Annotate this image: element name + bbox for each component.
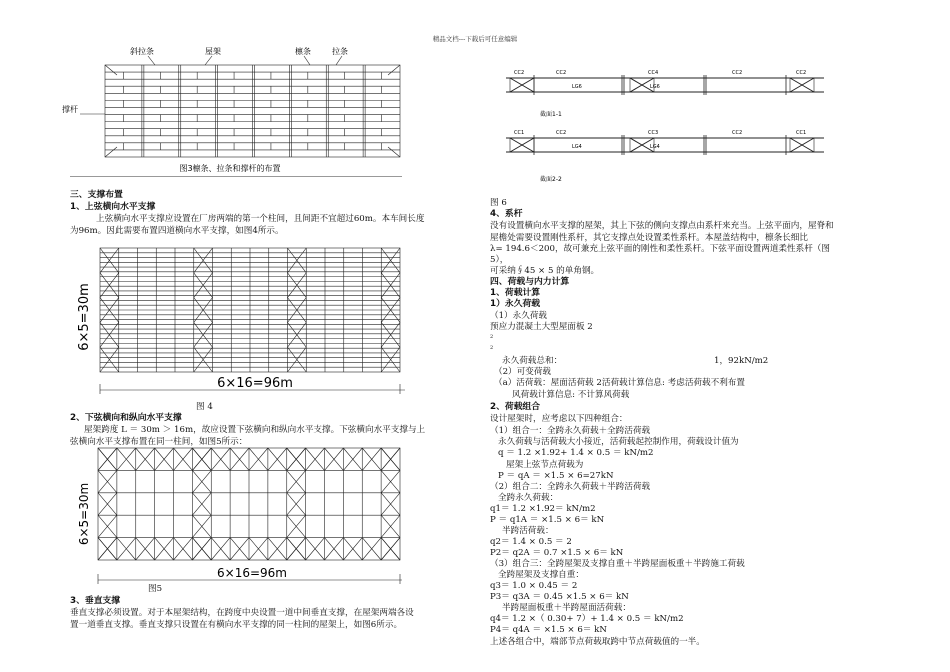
- line-permanent-4: 2: [490, 345, 494, 351]
- fig4-caption: 图 4: [196, 402, 213, 412]
- fig5-caption: 图5: [148, 584, 163, 594]
- para-vertical-2: 置一道垂直支撑。垂直支撑只设置在有横向水平支撑的同一柱间的屋架上，如图6所示。: [70, 620, 403, 630]
- para-lower-chord-2: 弦横向水平支撑布置在同一柱间，如图5所示：: [70, 437, 248, 447]
- label-diagonal-tie: 斜拉条: [130, 47, 154, 56]
- line-combo-2-q1: q1＝ 1.2 ×1.92＝ kN/m2: [490, 504, 596, 514]
- section-mid-tag: LG4: [572, 144, 582, 150]
- subheading-load-combinations: 2、荷载组合: [490, 402, 541, 412]
- section-member-tag: CC2: [556, 70, 567, 76]
- section-member-tag: CC1: [796, 130, 807, 136]
- fig3-diagonal-tie: [105, 147, 117, 157]
- fig6-label-section-2: 截面2-2: [540, 176, 562, 183]
- fig6-section-2: [506, 130, 824, 155]
- line-live-load: （a）活荷载：屋面活荷载 2活荷载计算信息: 考虑活荷载不利布置: [494, 378, 745, 388]
- para-upper-chord-1: 上弦横向水平支撑应设置在厂房两端的第一个柱间，且间距不宜超过60m。本车间长度: [96, 214, 425, 224]
- fig5-dim-vertical: 6×5=30m: [77, 482, 91, 546]
- para-ties-5: 可采纳∮45 × 5 的单角钢。: [490, 266, 600, 276]
- line-combo-3-P3: P3＝ q3A ＝ 0.45 ×1.5 × 6＝ kN: [490, 592, 629, 602]
- section-member-tag: CC4: [648, 70, 659, 76]
- subheading-vertical-bracing: 3、垂直支撑: [70, 596, 121, 606]
- line-combo-2-P1: P ＝ q1A ＝ ×1.5 × 6＝ kN: [490, 515, 605, 525]
- line-combo-3: （3）组合三：全跨屋架及支撑自重＋半跨屋面板重＋半跨施工荷载: [490, 559, 745, 569]
- line-combo-note: 上述各组合中，端部节点荷载取跨中节点荷载值的一半。: [490, 637, 705, 647]
- line-combo-1-q: q ＝ 1.2 ×1.92+ 1.4 × 0.5 ＝ kN/m2: [498, 448, 654, 458]
- section-member-tag: CC2: [732, 70, 743, 76]
- section-member-tag: CC2: [796, 70, 807, 76]
- figure-5-lower-chord-bracing: [77, 446, 405, 584]
- line-combo-2-q2: q2＝ 1.4 × 0.5 ＝ 2: [490, 537, 572, 547]
- section-member-tag: CC3: [648, 130, 659, 136]
- line-combo-1-node: 屋架上弦节点荷载为: [506, 460, 584, 470]
- line-combo-3-half: 半跨屋面板重＋半跨屋面活荷载：: [502, 603, 631, 613]
- figure-6-vertical-bracing: [500, 68, 830, 190]
- fig3-diagonal-tie: [105, 65, 117, 75]
- page-header: 精品文档---下载后可任意编辑: [432, 35, 518, 43]
- line-combo-1: （1）组合一：全跨永久荷载＋全跨活荷载: [490, 426, 651, 436]
- para-ties-3: λ= 194.6＜200，故可兼充上弦平面的刚性和柔性系杆。下弦平面设置两道柔性系杆（图: [490, 244, 830, 254]
- line-combo-2: （2）组合二：全跨永久荷载＋半跨活荷载: [490, 482, 651, 492]
- line-combo-intro: 设计屋架时，应考虑以下四种组合：: [490, 414, 628, 424]
- label-tie-rod: 拉条: [332, 47, 348, 56]
- line-variable-load: （2）可变荷载: [494, 367, 552, 377]
- subheading-upper-chord: 1、上弦横向水平支撑: [70, 202, 156, 212]
- subheading-load-calc: 1、荷载计算: [490, 288, 541, 298]
- fig4-dim-horizontal: 6×16=96m: [217, 376, 293, 391]
- para-vertical-1: 垂直支撑必须设置。对于本屋架结构，在跨度中央设置一道中间垂直支撑，在屋架两端各设: [70, 608, 414, 618]
- line-combo-1-P: P ＝ qA ＝ ×1.5 × 6=27kN: [498, 471, 614, 481]
- line-permanent-2: 预应力混凝土大型屋面板 2: [490, 322, 593, 332]
- figure-3-purlin-layout: [60, 45, 405, 177]
- fig5-bracing-grid: [98, 448, 400, 560]
- figure-4-upper-chord-bracing: [77, 242, 405, 407]
- line-combo-3-q4: q4＝ 1.2 ×（ 0.30+ 7）+ 1.4 × 0.5 ＝ kN/m2: [490, 614, 684, 624]
- section-mid-tag: LG4: [650, 144, 660, 150]
- fig3-plan-grid: [105, 65, 400, 157]
- subheading-lower-chord: 2、下弦横向和纵向水平支撑: [70, 413, 182, 423]
- section-heading-loads: 四、荷载与内力计算: [490, 277, 570, 287]
- fig6-caption: 图 6: [490, 198, 507, 208]
- fig6-section-1: [506, 70, 824, 95]
- section-member-tag: CC2: [514, 70, 525, 76]
- para-upper-chord-2: 为96m。因此需要布置四道横向水平支撑，如图4所示。: [70, 226, 284, 236]
- para-ties-2: 屋檐处需要设置刚性系杆，其它支撑点处设置柔性系杆。本屋盖结构中，檩条长细比: [490, 233, 808, 243]
- label-purlin: 檩条: [295, 47, 311, 56]
- subheading-permanent-load: 1）永久荷载: [490, 299, 541, 309]
- line-wind-load: 风荷载计算信息: 不计算风荷载: [512, 390, 630, 400]
- line-permanent-total: 永久荷载总和：: [502, 356, 563, 366]
- para-ties-1: 没有设置横向水平支撑的屋架，其上下弦的侧向支撑点由系杆来充当。上弦平面内，屋脊和: [490, 221, 834, 231]
- line-combo-2-P2: P2＝ q2A ＝ 0.7 ×1.5 × 6＝ kN: [490, 548, 624, 558]
- fig5-dim-horizontal: 6×16=96m: [217, 566, 287, 580]
- line-combo-1-desc: 永久荷载与活荷载大小接近，活荷载起控制作用，荷载设计值为: [498, 437, 739, 447]
- fig4-bracing-grid: [100, 248, 400, 372]
- label-strut: 撑杆: [62, 105, 78, 114]
- line-combo-3-P4: P4＝ q4A ＝ ×1.5 × 6＝ kN: [490, 625, 607, 635]
- line-combo-3-self: 全跨屋架及支撑自重：: [498, 570, 584, 580]
- line-combo-2-perm: 全跨永久荷载：: [498, 493, 559, 503]
- line-permanent-total-value: 1，92kN/m2: [714, 356, 769, 366]
- line-combo-2-half-live: 半跨活荷载：: [502, 526, 554, 536]
- section-heading-bracing: 三、支撑布置: [70, 190, 123, 200]
- label-truss: 屋架: [205, 47, 221, 56]
- fig3-diagonal-tie: [388, 65, 400, 75]
- para-lower-chord-1: 屋架跨度 L ＝ 30m ＞ 16m，故应设置下弦横向和纵向水平支撑。下弦横向水平支撑与上: [84, 425, 426, 435]
- section-mid-tag: LG6: [572, 84, 582, 90]
- line-permanent-1: （1）永久荷载: [490, 311, 548, 321]
- line-permanent-3: 2: [490, 334, 494, 340]
- section-member-tag: CC2: [556, 130, 567, 136]
- line-combo-3-q3: q3＝ 1.0 × 0.45 ＝ 2: [490, 581, 578, 591]
- fig3-diagonal-tie: [388, 147, 400, 157]
- fig3-bottom-rule: [70, 176, 402, 177]
- section-member-tag: CC2: [732, 130, 743, 136]
- fig3-caption: 图3檩条、拉条和撑杆的布置: [179, 164, 281, 173]
- fig6-label-section-1: 截面1-1: [540, 111, 562, 118]
- section-member-tag: CC1: [514, 130, 525, 136]
- section-mid-tag: LG6: [650, 84, 660, 90]
- fig4-dim-vertical: 6×5=30m: [77, 283, 92, 351]
- subheading-ties: 4、系杆: [490, 209, 523, 219]
- para-ties-4: 5），: [490, 255, 509, 265]
